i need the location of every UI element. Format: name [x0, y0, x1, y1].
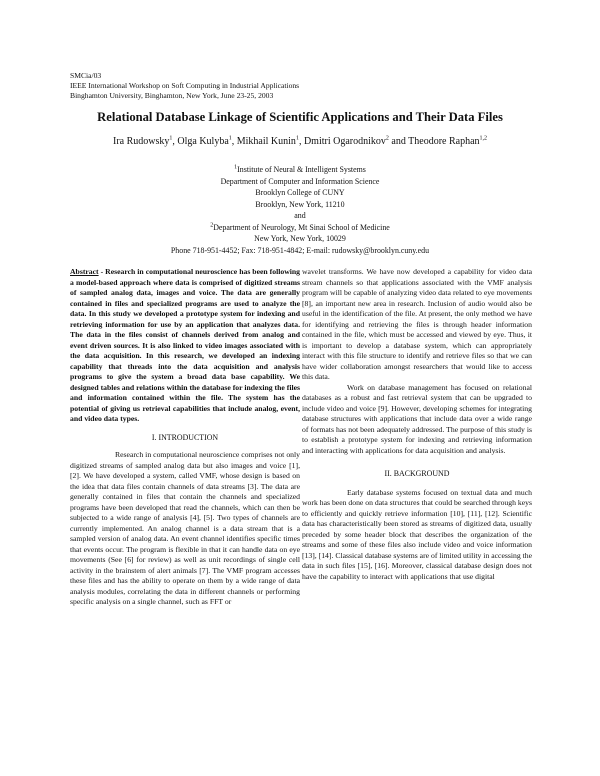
paragraph: Early database systems focused on textual data and much work has been done on data structures that could be searched through keys to efficiently and quickly retrieve information [10], [11], [12]. Scientific data has characteristically been stored as streams of digitized data, usually preceded by some header block that describes the organization of the streams and some of these files also include video and voice information [13], [14]. Classical database systems are of limited utility in accessing the data in such files [15], [16]. Moreover, classical database design does not have the capability to interact with applications that use digital: [302, 487, 532, 581]
author-affil-sup: 1: [228, 135, 232, 142]
header-line: Binghamton University, Binghamton, New York, June 23-25, 2003: [70, 91, 274, 100]
header-line: SMCia/03: [70, 71, 102, 80]
author-name: Ira Rudowsky: [112, 136, 170, 147]
affil-line: New York, New York, 10029: [254, 234, 346, 243]
abstract-label: Abstract: [70, 267, 99, 276]
paragraph: Research in computational neuroscience comprises not only digitized streams of sampled analog data but also images and voice [1], [2]. We have developed a system, called VMF, whose design is based on the idea that data files contain channels of data streams [3]. The data are generally contained in files that contain the channels and specialized programs have been developed that read the channels, which can then be subjected to a wide range of analysis [4], [5]. Two types of channels are currently implemented. An analog channel is a data stream that is a sampled version of analog data. An event channel identifies specific times that events occur. The program is flexible in that it can handle data on eye movements (See [6] for review) as well as unit recordings of single cell activity in the brainstem of alert animals [7]. The VMF program accesses these files and has the ability to operate on them by a wide range of data analysis modules, correlating the data in different channels or performing specific analysis on a single channel, such as FFT or: [70, 450, 300, 606]
author-affil-sup: 1: [295, 135, 299, 142]
author-affil-sup: 2: [385, 135, 389, 142]
paper-title: Relational Database Linkage of Scientific Applications and Their Data Files: [97, 110, 503, 124]
contact-line: Phone 718-951-4452; Fax: 718-951-4842; E-mail: rudowsky@brooklyn.cuny.edu: [170, 245, 430, 255]
abstract: [70, 267, 300, 425]
author-list: [0, 136, 600, 147]
author-separator: ,: [231, 136, 237, 147]
paragraph: wavelet transforms. We have now developed a capability for video data stream channels so that applications associated with the VMF analysis program will be capable of analyzing video data related to eye movements [8], an important new area in research. Inclusion of audio would also be useful in the identification of the file. At present, the only method we have for identifying and retrieving the files is through header information contained in the file, which must be accessed and viewed by eye. Thus, it is important to develop a database system, which can appropriately interact with this file structure to identify and retrieve files so that we can have wider collaboration amongst researchers that would like to access this data.: [302, 267, 532, 381]
author-name: Olga Kulyba: [177, 136, 229, 147]
affil-line: Brooklyn, New York, 11210: [255, 199, 345, 209]
author-name: Dmitri Ogarodnikov: [303, 136, 386, 147]
abstract-text: - Research in computational neuroscience has been following a model-based approach where data is comprised of digitized streams of sampled analog data, images and voice. The data are generally contained in files and specialized programs are used to analyze the data. In this study we developed a prototype system for indexing and retrieving information for use by an application that analyzes data. The data in the files consist of channels derived from analog and event driven sources. It is also linked to video images associated with the data acquisition. In this research, we developed an indexing capability that threads into the data acquisition and analysis programs to give the system a broad data base capability. We designed tables and relations within the database for indexing the files and information contained within the file. The system has the potential of giving us retrieval capabilities that include analog, event, and video data types.: [70, 267, 300, 423]
paragraph: Work on database management has focused on relational databases as a robust and fast retrieval system that can be upgraded to include video and voice [9]. However, developing schemes for integrating database structures with applications that include data over a wide range of formats has not been adequately addressed. The purpose of this study is to establish a prototype system for indexing and retrieving information and interacting with applications for data acquisition and analysis.: [302, 382, 532, 455]
affiliations: [0, 164, 600, 256]
author-name: Theodore Raphan: [408, 136, 480, 147]
left-column: [70, 267, 300, 608]
affil-line: Brooklyn College of CUNY: [255, 188, 345, 197]
author-name: Mikhail Kunin: [236, 136, 296, 147]
header-line: IEEE International Workshop on Soft Computing in Industrial Applications: [70, 81, 300, 90]
conference-header: [70, 71, 540, 101]
right-column: [302, 267, 532, 582]
affil-sup: 1: [234, 164, 238, 171]
affil-line: Department of Neurology, Mt Sinai School of Medicine: [213, 222, 390, 232]
author-separator: ,: [298, 136, 304, 147]
author-separator: and: [388, 136, 409, 147]
affil-and: and: [294, 211, 306, 220]
affil-sup: 2: [210, 221, 214, 228]
section-heading: I. INTRODUCTION: [151, 432, 219, 442]
affil-line: Department of Computer and Information Science: [220, 176, 380, 186]
affil-line: Institute of Neural & Intelligent Systems: [237, 165, 366, 174]
section-heading: II. BACKGROUND: [384, 469, 450, 478]
author-affil-sup: 1: [169, 135, 173, 142]
author-separator: ,: [172, 136, 178, 147]
author-affil-sup: 1,2: [479, 135, 488, 142]
